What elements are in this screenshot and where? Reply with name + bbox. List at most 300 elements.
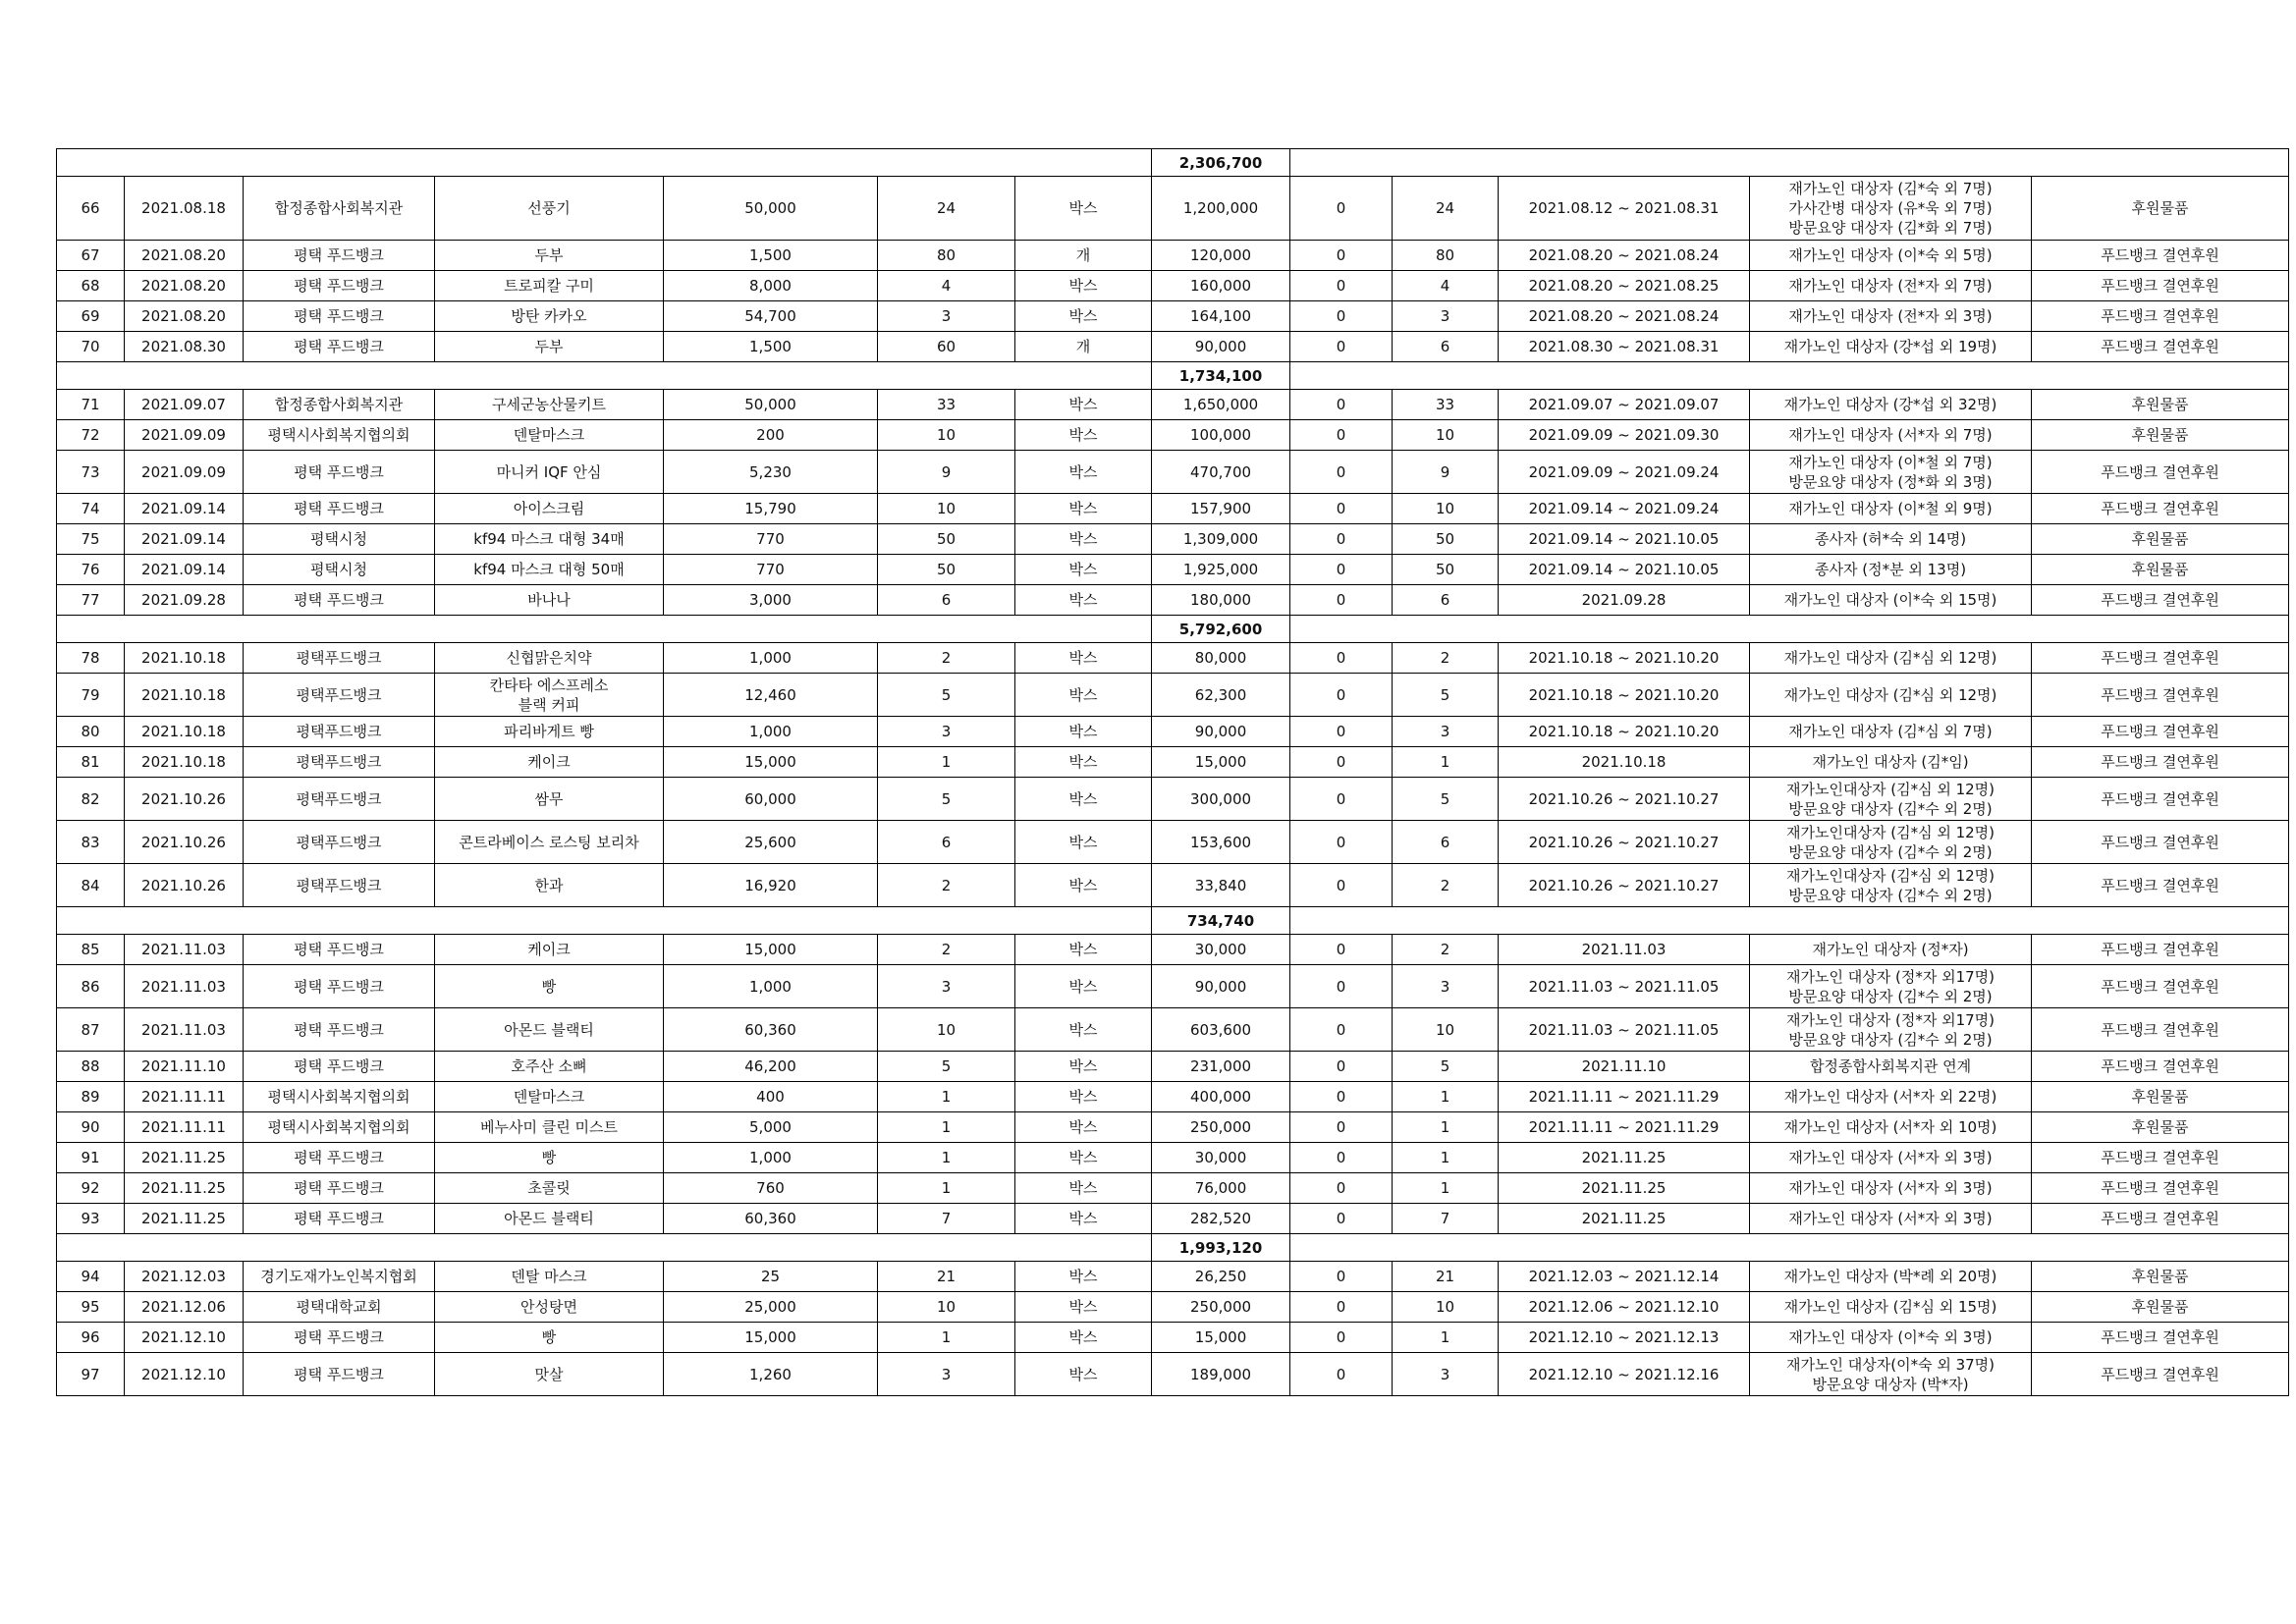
donor-name-cell: 평택 푸드뱅크: [244, 935, 435, 965]
row-number-cell: 92: [57, 1173, 125, 1204]
edge-pad: [2289, 390, 2290, 420]
distribution-period-cell: 2021.08.12 ~ 2021.08.31: [1499, 177, 1750, 241]
recipients-cell: [1750, 1292, 2032, 1323]
distribution-period-cell: 2021.09.14 ~ 2021.09.24: [1499, 494, 1750, 524]
unit-price-cell: 15,000: [664, 1323, 878, 1353]
donor-name-cell: 평택시청: [244, 524, 435, 555]
remaining-count-cell: 6: [1393, 821, 1499, 864]
donation-date-cell: 2021.09.09: [125, 451, 244, 494]
table-row: [57, 524, 2290, 555]
amount-cell: 90,000: [1152, 965, 1290, 1008]
edge-pad: [2289, 301, 2290, 332]
donor-name-cell: 합정종합사회복지관: [244, 390, 435, 420]
cell-line: 신협맑은치약: [506, 649, 592, 667]
amount-cell: 1,200,000: [1152, 177, 1290, 241]
cell-line: 안성탕면: [520, 1298, 577, 1316]
remaining-count-cell: 6: [1393, 332, 1499, 362]
edge-pad: [2289, 1262, 2290, 1292]
edge-pad: [2289, 864, 2290, 907]
item-name-cell: [435, 420, 664, 451]
row-number-cell: 67: [57, 241, 125, 271]
item-name-cell: [435, 1292, 664, 1323]
donation-date-cell: 2021.11.03: [125, 935, 244, 965]
distribution-period-cell: 2021.09.14 ~ 2021.10.05: [1499, 524, 1750, 555]
recipients-cell: [1750, 451, 2032, 494]
edge-pad: [2289, 643, 2290, 674]
cell-line: 아몬드 블랙티: [504, 1210, 594, 1227]
donation-type-cell: 푸드뱅크 결연후원: [2032, 717, 2289, 747]
recipients-cell: [1750, 965, 2032, 1008]
table-row: [57, 451, 2290, 494]
table-row: [57, 717, 2290, 747]
item-name-cell: [435, 1052, 664, 1082]
unit-price-cell: 50,000: [664, 390, 878, 420]
recipients-cell: [1750, 1143, 2032, 1173]
table-row: [57, 778, 2290, 821]
quantity-cell: 33: [878, 390, 1015, 420]
donor-name-cell: 평택 푸드뱅크: [244, 1173, 435, 1204]
unit-cell: 박스: [1015, 494, 1152, 524]
distributed-count-cell: 0: [1290, 1292, 1393, 1323]
cell-line: 종사자 (정*분 외 13명): [1815, 561, 1967, 578]
donation-type-cell: 푸드뱅크 결연후원: [2032, 643, 2289, 674]
quantity-cell: 1: [878, 747, 1015, 778]
row-number-cell: 82: [57, 778, 125, 821]
donation-type-cell: 후원물품: [2032, 1292, 2289, 1323]
row-number-cell: 80: [57, 717, 125, 747]
subtotal-amount: 1,993,120: [1152, 1234, 1290, 1262]
subtotal-blank: [57, 149, 1152, 177]
cell-line: 방문요양 대상자 (정*화 외 3명): [1788, 472, 1993, 491]
donation-type-cell: 후원물품: [2032, 1262, 2289, 1292]
cell-line: 파리바게트 빵: [504, 723, 594, 740]
edge-pad: [2289, 1204, 2290, 1234]
unit-cell: 박스: [1015, 451, 1152, 494]
quantity-cell: 1: [878, 1143, 1015, 1173]
remaining-count-cell: 50: [1393, 524, 1499, 555]
remaining-count-cell: 5: [1393, 674, 1499, 717]
donation-date-cell: 2021.11.25: [125, 1173, 244, 1204]
distribution-period-cell: 2021.09.14 ~ 2021.10.05: [1499, 555, 1750, 585]
item-name-cell: [435, 177, 664, 241]
donation-date-cell: 2021.11.11: [125, 1112, 244, 1143]
amount-cell: 30,000: [1152, 1143, 1290, 1173]
unit-price-cell: 8,000: [664, 271, 878, 301]
quantity-cell: 9: [878, 451, 1015, 494]
subtotal-amount: 1,734,100: [1152, 362, 1290, 390]
quantity-cell: 4: [878, 271, 1015, 301]
amount-cell: 62,300: [1152, 674, 1290, 717]
edge-pad: [2289, 717, 2290, 747]
amount-cell: 90,000: [1152, 332, 1290, 362]
row-number-cell: 84: [57, 864, 125, 907]
subtotal-blank: [1290, 362, 2289, 390]
remaining-count-cell: 21: [1393, 1262, 1499, 1292]
distributed-count-cell: 0: [1290, 1143, 1393, 1173]
edge-pad: [2289, 524, 2290, 555]
subtotal-blank: [1290, 149, 2289, 177]
row-number-cell: 86: [57, 965, 125, 1008]
distribution-period-cell: 2021.11.10: [1499, 1052, 1750, 1082]
donation-type-cell: 푸드뱅크 결연후원: [2032, 1353, 2289, 1396]
item-name-cell: [435, 1112, 664, 1143]
donor-name-cell: 평택 푸드뱅크: [244, 1323, 435, 1353]
recipients-cell: [1750, 1173, 2032, 1204]
donation-type-cell: 푸드뱅크 결연후원: [2032, 301, 2289, 332]
row-number-cell: 79: [57, 674, 125, 717]
distributed-count-cell: 0: [1290, 555, 1393, 585]
amount-cell: 30,000: [1152, 935, 1290, 965]
unit-price-cell: 60,360: [664, 1204, 878, 1234]
unit-cell: 박스: [1015, 747, 1152, 778]
distribution-period-cell: 2021.11.03: [1499, 935, 1750, 965]
recipients-cell: [1750, 420, 2032, 451]
donation-date-cell: 2021.11.25: [125, 1143, 244, 1173]
cell-line: 방문요양 대상자 (김*수 외 2명): [1788, 1030, 1993, 1049]
amount-cell: 250,000: [1152, 1112, 1290, 1143]
distributed-count-cell: 0: [1290, 965, 1393, 1008]
remaining-count-cell: 33: [1393, 390, 1499, 420]
cell-line: 재가노인대상자 (김*심 외 12명): [1786, 780, 1995, 798]
donation-date-cell: 2021.09.09: [125, 420, 244, 451]
distributed-count-cell: 0: [1290, 494, 1393, 524]
cell-line: 재가노인 대상자 (전*자 외 7명): [1788, 277, 1993, 295]
distribution-period-cell: 2021.08.20 ~ 2021.08.24: [1499, 301, 1750, 332]
recipients-cell: [1750, 555, 2032, 585]
remaining-count-cell: 1: [1393, 1112, 1499, 1143]
cell-line: 재가노인 대상자 (이*숙 외 3명): [1788, 1328, 1993, 1346]
item-name-cell: [435, 1143, 664, 1173]
cell-line: 재가노인 대상자 (강*섭 외 32명): [1783, 396, 1997, 413]
subtotal-amount: 5,792,600: [1152, 616, 1290, 643]
remaining-count-cell: 3: [1393, 965, 1499, 1008]
cell-line: 아몬드 블랙티: [504, 1020, 594, 1039]
amount-cell: 282,520: [1152, 1204, 1290, 1234]
remaining-count-cell: 1: [1393, 747, 1499, 778]
edge-pad: [2289, 907, 2290, 935]
cell-line: 방문요양 대상자 (김*화 외 7명): [1788, 219, 1993, 237]
remaining-count-cell: 10: [1393, 1292, 1499, 1323]
item-name-cell: [435, 1323, 664, 1353]
item-name-cell: [435, 717, 664, 747]
edge-pad: [2289, 1052, 2290, 1082]
item-name-cell: [435, 778, 664, 821]
ledger-body: [57, 149, 2290, 1396]
item-name-cell: [435, 864, 664, 907]
amount-cell: 250,000: [1152, 1292, 1290, 1323]
distributed-count-cell: 0: [1290, 1112, 1393, 1143]
distributed-count-cell: 0: [1290, 177, 1393, 241]
distribution-period-cell: 2021.10.18: [1499, 747, 1750, 778]
cell-line: 재가노인 대상자(이*숙 외 37명): [1786, 1355, 1995, 1374]
distribution-period-cell: 2021.12.10 ~ 2021.12.16: [1499, 1353, 1750, 1396]
cell-line: 방문요양 대상자 (김*수 외 2명): [1788, 842, 1993, 861]
cell-line: 재가노인대상자 (김*심 외 12명): [1786, 823, 1995, 841]
cell-line: 재가노인 대상자 (이*숙 외 5명): [1788, 246, 1993, 264]
recipients-cell: [1750, 935, 2032, 965]
donation-date-cell: 2021.12.03: [125, 1262, 244, 1292]
subtotal-blank: [57, 1234, 1152, 1262]
amount-cell: 1,925,000: [1152, 555, 1290, 585]
unit-cell: 박스: [1015, 821, 1152, 864]
unit-price-cell: 1,500: [664, 241, 878, 271]
subtotal-blank: [57, 362, 1152, 390]
edge-pad: [2289, 1082, 2290, 1112]
distributed-count-cell: 0: [1290, 643, 1393, 674]
donation-date-cell: 2021.08.18: [125, 177, 244, 241]
amount-cell: 603,600: [1152, 1008, 1290, 1052]
table-row: [57, 674, 2290, 717]
unit-cell: 박스: [1015, 555, 1152, 585]
donation-date-cell: 2021.10.18: [125, 717, 244, 747]
donation-type-cell: 후원물품: [2032, 390, 2289, 420]
cell-line: 한과: [534, 876, 564, 894]
item-name-cell: [435, 271, 664, 301]
table-row: [57, 177, 2290, 241]
table-row: [57, 301, 2290, 332]
unit-price-cell: 770: [664, 555, 878, 585]
cell-line: 방문요양 대상자 (김*수 외 2명): [1788, 886, 1993, 904]
distributed-count-cell: 0: [1290, 747, 1393, 778]
donation-type-cell: 푸드뱅크 결연후원: [2032, 241, 2289, 271]
cell-line: 선풍기: [527, 199, 571, 217]
cell-line: 재가노인 대상자 (김*심 외 15명): [1783, 1298, 1997, 1316]
donation-type-cell: 후원물품: [2032, 524, 2289, 555]
cell-line: 합정종합사회복지관 연계: [1809, 1057, 1972, 1075]
remaining-count-cell: 10: [1393, 420, 1499, 451]
donor-name-cell: 평택 푸드뱅크: [244, 332, 435, 362]
row-number-cell: 81: [57, 747, 125, 778]
edge-pad: [2289, 821, 2290, 864]
unit-cell: 박스: [1015, 1008, 1152, 1052]
unit-price-cell: 1,000: [664, 965, 878, 1008]
edge-pad: [2289, 1143, 2290, 1173]
quantity-cell: 80: [878, 241, 1015, 271]
unit-price-cell: 400: [664, 1082, 878, 1112]
amount-cell: 153,600: [1152, 821, 1290, 864]
unit-price-cell: 25,000: [664, 1292, 878, 1323]
donation-type-cell: 푸드뱅크 결연후원: [2032, 674, 2289, 717]
amount-cell: 231,000: [1152, 1052, 1290, 1082]
cell-line: 마니커 IQF 안심: [496, 462, 602, 481]
cell-line: 재가노인 대상자 (서*자 외 10명): [1783, 1118, 1997, 1136]
cell-line: 맛살: [534, 1365, 564, 1383]
amount-cell: 164,100: [1152, 301, 1290, 332]
distributed-count-cell: 0: [1290, 1204, 1393, 1234]
distributed-count-cell: 0: [1290, 1173, 1393, 1204]
quantity-cell: 7: [878, 1204, 1015, 1234]
subtotal-blank: [1290, 1234, 2289, 1262]
cell-line: 방탄 카카오: [511, 307, 587, 325]
table-row: [57, 643, 2290, 674]
cell-line: 재가노인 대상자 (이*숙 외 15명): [1783, 591, 1997, 609]
distribution-period-cell: 2021.12.10 ~ 2021.12.13: [1499, 1323, 1750, 1353]
donation-date-cell: 2021.11.03: [125, 965, 244, 1008]
donor-name-cell: 평택 푸드뱅크: [244, 965, 435, 1008]
donation-date-cell: 2021.09.14: [125, 494, 244, 524]
donor-name-cell: 평택 푸드뱅크: [244, 301, 435, 332]
item-name-cell: [435, 674, 664, 717]
unit-cell: 박스: [1015, 778, 1152, 821]
edge-pad: [2289, 420, 2290, 451]
remaining-count-cell: 80: [1393, 241, 1499, 271]
donor-name-cell: 평택 푸드뱅크: [244, 271, 435, 301]
quantity-cell: 10: [878, 1008, 1015, 1052]
row-number-cell: 75: [57, 524, 125, 555]
edge-pad: [2289, 935, 2290, 965]
cell-line: 빵: [541, 1149, 557, 1166]
donation-type-cell: 푸드뱅크 결연후원: [2032, 778, 2289, 821]
unit-price-cell: 5,000: [664, 1112, 878, 1143]
cell-line: 호주산 소뼈: [511, 1057, 587, 1075]
quantity-cell: 3: [878, 717, 1015, 747]
quantity-cell: 1: [878, 1112, 1015, 1143]
unit-cell: 박스: [1015, 864, 1152, 907]
unit-price-cell: 760: [664, 1173, 878, 1204]
edge-pad: [2289, 451, 2290, 494]
donation-type-cell: 푸드뱅크 결연후원: [2032, 494, 2289, 524]
donation-date-cell: 2021.10.26: [125, 821, 244, 864]
donation-date-cell: 2021.09.14: [125, 524, 244, 555]
unit-price-cell: 54,700: [664, 301, 878, 332]
quantity-cell: 10: [878, 1292, 1015, 1323]
donation-type-cell: 푸드뱅크 결연후원: [2032, 332, 2289, 362]
donation-date-cell: 2021.10.18: [125, 674, 244, 717]
quantity-cell: 6: [878, 585, 1015, 616]
edge-pad: [2289, 674, 2290, 717]
donor-name-cell: 평택 푸드뱅크: [244, 241, 435, 271]
unit-cell: 박스: [1015, 643, 1152, 674]
item-name-cell: [435, 965, 664, 1008]
subtotal-blank: [57, 616, 1152, 643]
donor-name-cell: 평택시사회복지협의회: [244, 420, 435, 451]
distributed-count-cell: 0: [1290, 1353, 1393, 1396]
cell-line: 재가노인 대상자 (이*철 외 7명): [1788, 453, 1993, 471]
item-name-cell: [435, 301, 664, 332]
donation-type-cell: 후원물품: [2032, 177, 2289, 241]
donation-date-cell: 2021.08.20: [125, 301, 244, 332]
unit-price-cell: 770: [664, 524, 878, 555]
donation-date-cell: 2021.09.07: [125, 390, 244, 420]
distribution-period-cell: 2021.11.03 ~ 2021.11.05: [1499, 965, 1750, 1008]
item-name-cell: [435, 524, 664, 555]
cell-line: 재가노인 대상자 (김*심 외 12명): [1783, 649, 1997, 667]
donor-name-cell: 평택 푸드뱅크: [244, 494, 435, 524]
cell-line: 빵: [541, 977, 557, 996]
unit-price-cell: 15,000: [664, 935, 878, 965]
distributed-count-cell: 0: [1290, 1082, 1393, 1112]
edge-pad: [2289, 241, 2290, 271]
donation-date-cell: 2021.12.06: [125, 1292, 244, 1323]
recipients-cell: [1750, 778, 2032, 821]
cell-line: 재가노인 대상자 (김*임): [1812, 753, 1969, 771]
quantity-cell: 3: [878, 301, 1015, 332]
item-name-cell: [435, 1173, 664, 1204]
amount-cell: 76,000: [1152, 1173, 1290, 1204]
table-row: [57, 1143, 2290, 1173]
donor-name-cell: 평택 푸드뱅크: [244, 1052, 435, 1082]
edge-pad: [2289, 616, 2290, 643]
table-row: [57, 1112, 2290, 1143]
item-name-cell: [435, 332, 664, 362]
unit-cell: 박스: [1015, 1323, 1152, 1353]
distribution-period-cell: 2021.11.11 ~ 2021.11.29: [1499, 1082, 1750, 1112]
edge-pad: [2289, 494, 2290, 524]
quantity-cell: 2: [878, 935, 1015, 965]
item-name-cell: [435, 585, 664, 616]
donor-name-cell: 평택 푸드뱅크: [244, 451, 435, 494]
donation-date-cell: 2021.11.03: [125, 1008, 244, 1052]
unit-price-cell: 15,000: [664, 747, 878, 778]
remaining-count-cell: 2: [1393, 864, 1499, 907]
donation-type-cell: 후원물품: [2032, 420, 2289, 451]
cell-line: 초콜릿: [527, 1179, 571, 1197]
cell-line: 두부: [534, 338, 564, 355]
amount-cell: 300,000: [1152, 778, 1290, 821]
quantity-cell: 1: [878, 1323, 1015, 1353]
cell-line: 재가노인 대상자 (강*섭 외 19명): [1783, 338, 1997, 355]
remaining-count-cell: 2: [1393, 643, 1499, 674]
edge-pad: [2289, 1234, 2290, 1262]
cell-line: kf94 마스크 대형 50매: [473, 561, 625, 578]
distributed-count-cell: 0: [1290, 717, 1393, 747]
donor-name-cell: 평택푸드뱅크: [244, 643, 435, 674]
cell-line: 쌈무: [534, 789, 564, 808]
unit-cell: 박스: [1015, 1082, 1152, 1112]
donation-type-cell: 후원물품: [2032, 1082, 2289, 1112]
cell-line: 재가노인 대상자 (김*심 외 7명): [1788, 723, 1993, 740]
table-row: [57, 965, 2290, 1008]
distribution-period-cell: 2021.10.26 ~ 2021.10.27: [1499, 821, 1750, 864]
cell-line: 재가노인 대상자 (서*자 외 22명): [1783, 1088, 1997, 1106]
recipients-cell: [1750, 390, 2032, 420]
item-name-cell: [435, 241, 664, 271]
recipients-cell: [1750, 643, 2032, 674]
amount-cell: 400,000: [1152, 1082, 1290, 1112]
cell-line: 덴탈마스크: [513, 1088, 585, 1106]
edge-pad: [2289, 965, 2290, 1008]
donation-type-cell: 푸드뱅크 결연후원: [2032, 1008, 2289, 1052]
item-name-cell: [435, 747, 664, 778]
quantity-cell: 50: [878, 524, 1015, 555]
distributed-count-cell: 0: [1290, 585, 1393, 616]
cell-line: 재가노인 대상자 (서*자 외 3명): [1788, 1210, 1993, 1227]
row-number-cell: 72: [57, 420, 125, 451]
quantity-cell: 50: [878, 555, 1015, 585]
edge-pad: [2289, 778, 2290, 821]
distribution-period-cell: 2021.09.07 ~ 2021.09.07: [1499, 390, 1750, 420]
recipients-cell: [1750, 864, 2032, 907]
donation-date-cell: 2021.09.14: [125, 555, 244, 585]
distribution-period-cell: 2021.09.09 ~ 2021.09.24: [1499, 451, 1750, 494]
cell-line: 재가노인 대상자 (정*자 외17명): [1786, 967, 1995, 986]
amount-cell: 1,650,000: [1152, 390, 1290, 420]
unit-cell: 박스: [1015, 1052, 1152, 1082]
cell-line: 재가노인 대상자 (김*심 외 12명): [1783, 685, 1997, 704]
table-row: [57, 1082, 2290, 1112]
cell-line: 재가노인 대상자 (전*자 외 3명): [1788, 307, 1993, 325]
unit-cell: 개: [1015, 241, 1152, 271]
donation-date-cell: 2021.11.25: [125, 1204, 244, 1234]
table-row: [57, 1008, 2290, 1052]
unit-price-cell: 12,460: [664, 674, 878, 717]
subtotal-row: [57, 907, 2290, 935]
distribution-period-cell: 2021.10.26 ~ 2021.10.27: [1499, 864, 1750, 907]
donor-name-cell: 합정종합사회복지관: [244, 177, 435, 241]
table-row: [57, 935, 2290, 965]
distribution-period-cell: 2021.10.18 ~ 2021.10.20: [1499, 643, 1750, 674]
unit-price-cell: 1,000: [664, 1143, 878, 1173]
